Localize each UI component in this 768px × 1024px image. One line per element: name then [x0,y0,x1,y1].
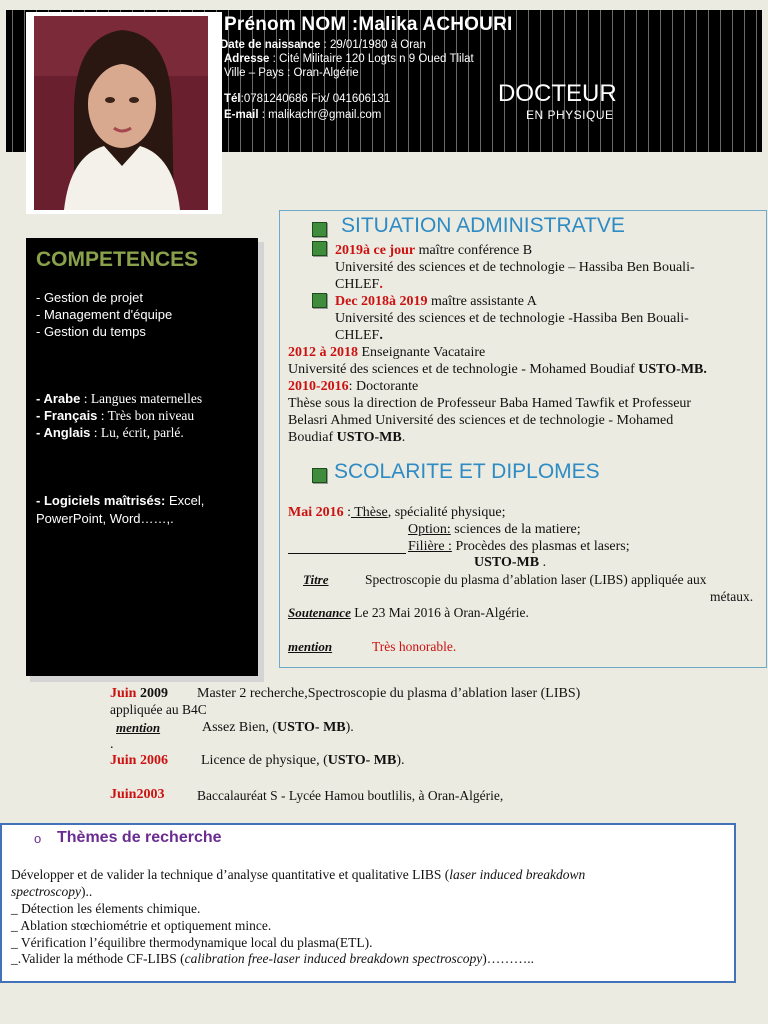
diploma-2009-text: Master 2 recherche,Spectroscopie du plasma d’ablation laser (LIBS) [197,686,581,701]
diploma-2006-text [201,752,405,769]
research-line [11,866,585,883]
entry-line [288,361,707,378]
research-text: _.Valider la méthode CF-LIBS ( [11,951,185,966]
software-label: - Logiciels maîtrisés: [36,493,166,508]
language-item [36,390,202,407]
tel-line [224,92,390,106]
language-level: : Langues maternelles [80,391,203,406]
entry-line: Thèse sous la direction de Professeur Baba Hamed Tawfik et Professeur [288,396,692,411]
full-name: Prénom NOM :Malika ACHOURI [224,14,513,35]
entry-date: 2019à ce jour [335,243,416,258]
language-name: - Anglais [36,425,91,440]
diploma-school: USTO- MB [327,753,397,768]
these-value: , spécialité physique; [387,505,506,520]
research-italic: laser induced breakdown [449,867,586,882]
filiere-line [408,538,630,555]
diploma-2006-date: Juin 2006 [110,753,168,768]
research-italic: spectroscopy [11,884,81,899]
address-value: : Cité Militaire 120 Logts n 9 Oued Tlilat [269,53,474,65]
situation-entry-4 [288,378,418,395]
degree-title: DOCTEUR [498,80,617,107]
research-text: ).. [80,884,93,899]
entry-bold: USTO-MB [336,430,402,445]
usto-line: USTO-MB . [474,555,547,570]
profile-photo [34,16,208,210]
language-name: - Français [36,408,98,423]
entry-line: Belasri Ahmed Université des sciences et de technologie - Mohamed [288,413,674,428]
entry-line [335,276,383,293]
entry-place: CHLEF [335,277,380,292]
entry-line: Université des sciences et de technologie -Hassiba Ben Bouali- [335,311,689,326]
competences-title: COMPETENCES [36,248,199,271]
skill-item: - Management d'équipe [36,307,173,322]
entry-place: Boudiaf [288,430,337,445]
tel-value: :0781240686 Fix/ 041606131 [240,93,391,105]
soutenance-value: Le 23 Mai 2016 à Oran-Algérie. [350,605,529,620]
situation-title: SITUATION ADMINISTRATVE [341,214,625,237]
entry-period: . [379,328,383,343]
usto-label: USTO-MB [474,555,540,570]
diploma-2009-mention-label: mention [116,720,161,735]
entry-date: Dec 2018à 2019 [335,294,428,309]
soutenance-label: Soutenance [288,605,351,620]
mention-value: Très honorable. [372,639,457,654]
separator-dot: . [110,737,114,752]
scolarite-title: SCOLARITE ET DIPLOMES [334,460,600,483]
diploma-text: Licence de physique, ( [201,753,328,768]
titre-value-2: métaux. [710,589,754,604]
situation-entry-3 [288,344,485,361]
diploma-year: 2009 [136,686,168,701]
diploma-end: ). [396,753,405,768]
research-line [11,883,92,900]
email-line [224,108,381,122]
address-line [224,52,474,66]
research-line: _ Ablation stœchiométrie et optiquement mince. [11,918,272,933]
entry-role: maître assistante A [427,294,537,309]
competences-panel [26,238,258,676]
option-value: sciences de la matiere; [450,522,581,537]
language-level: : Très bon niveau [97,408,195,423]
mention-school: USTO- MB [277,720,346,735]
research-text: Développer et de valider la technique d’analyse quantitative et qualitative LIBS ( [11,867,450,882]
degree-subtitle: EN PHYSIQUE [526,108,614,122]
skill-item: - Gestion du temps [36,324,146,339]
language-item [36,424,184,441]
email-label: E-mail [224,109,259,121]
birth-line [220,38,426,52]
entry-bullet-icon [312,241,327,256]
titre-label: Titre [303,572,329,587]
entry-line: Boudiaf USTO-MB. [288,430,406,445]
these-line: Mai 2016 : Thèse, spécialité physique; [288,505,506,520]
section-bullet-icon [312,222,327,237]
birth-label: Date de naissance [220,39,321,51]
research-italic: calibration free-laser induced breakdown spectroscopy [184,951,483,966]
email-value[interactable]: : malikachr@gmail.com [258,109,382,121]
these-date: Mai 2016 [288,505,344,520]
software-skills [36,492,251,528]
these-label: Thèse [351,505,388,520]
entry-line [335,327,383,344]
diploma-2003-text: Baccalauréat S - Lycée Hamou boutlilis, à Oran-Algérie, [197,788,504,803]
entry-role: Enseignante Vacataire [358,345,486,360]
research-line: _ Vérification l’équilibre thermodynamique local du plasma(ETL). [11,935,373,950]
entry-role: maître conférence B [415,243,533,258]
research-bullet-icon: o [34,831,42,846]
research-line: _ Détection les élements chimique. [11,901,201,916]
address-label: Adresse [224,53,270,65]
situation-entry-2 [335,293,537,310]
entry-role: : Doctorante [348,379,419,394]
diploma-2009-date [110,685,168,702]
option-line [408,521,581,538]
titre-value: Spectroscopie du plasma d’ablation laser (LIBS) appliquée aux [365,572,707,587]
option-label: Option: [408,522,451,537]
diploma-2009-text-2: appliquée au B4C [110,702,207,717]
skill-item: - Gestion de projet [36,290,143,305]
entry-period: . [379,277,383,292]
section-bullet-icon [312,468,327,483]
entry-date: 2012 à 2018 [288,345,358,360]
soutenance-line [288,604,529,622]
diploma-2003-date: Juin2003 [110,787,165,802]
birth-value: : 29/01/1980 à Oran [320,39,426,51]
mention-text: Assez Bien, ( [202,720,278,735]
entry-bold: USTO-MB. [638,362,707,377]
country-line: Ville – Pays : Oran-Algérie [224,67,359,79]
mention-end: ). [345,720,354,735]
entry-place: Université des sciences et de technologie - Mohamed Boudiaf [288,362,639,377]
situation-entry-1 [335,242,532,259]
software-value: Excel, PowerPoint, Word……,. [36,493,205,526]
language-item [36,407,194,424]
entry-line: Université des sciences et de technologie – Hassiba Ben Bouali- [335,260,695,275]
language-name: - Arabe [36,391,81,406]
filiere-label: Filière : [408,539,452,554]
entry-bullet-icon [312,293,327,308]
diploma-2009-mention [202,719,354,736]
diploma-month: Juin [110,686,137,701]
entry-place: CHLEF [335,328,380,343]
research-text: )……….. [482,951,535,966]
language-level: : Lu, écrit, parlé. [90,425,184,440]
research-line [11,950,534,967]
tel-label: Tél [224,93,241,105]
filiere-value: Procèdes des plasmas et lasers; [451,539,630,554]
research-title: Thèmes de recherche [57,829,222,846]
mention-label: mention [288,639,333,654]
filiere-rule [288,553,406,554]
entry-date: 2010-2016 [288,379,349,394]
